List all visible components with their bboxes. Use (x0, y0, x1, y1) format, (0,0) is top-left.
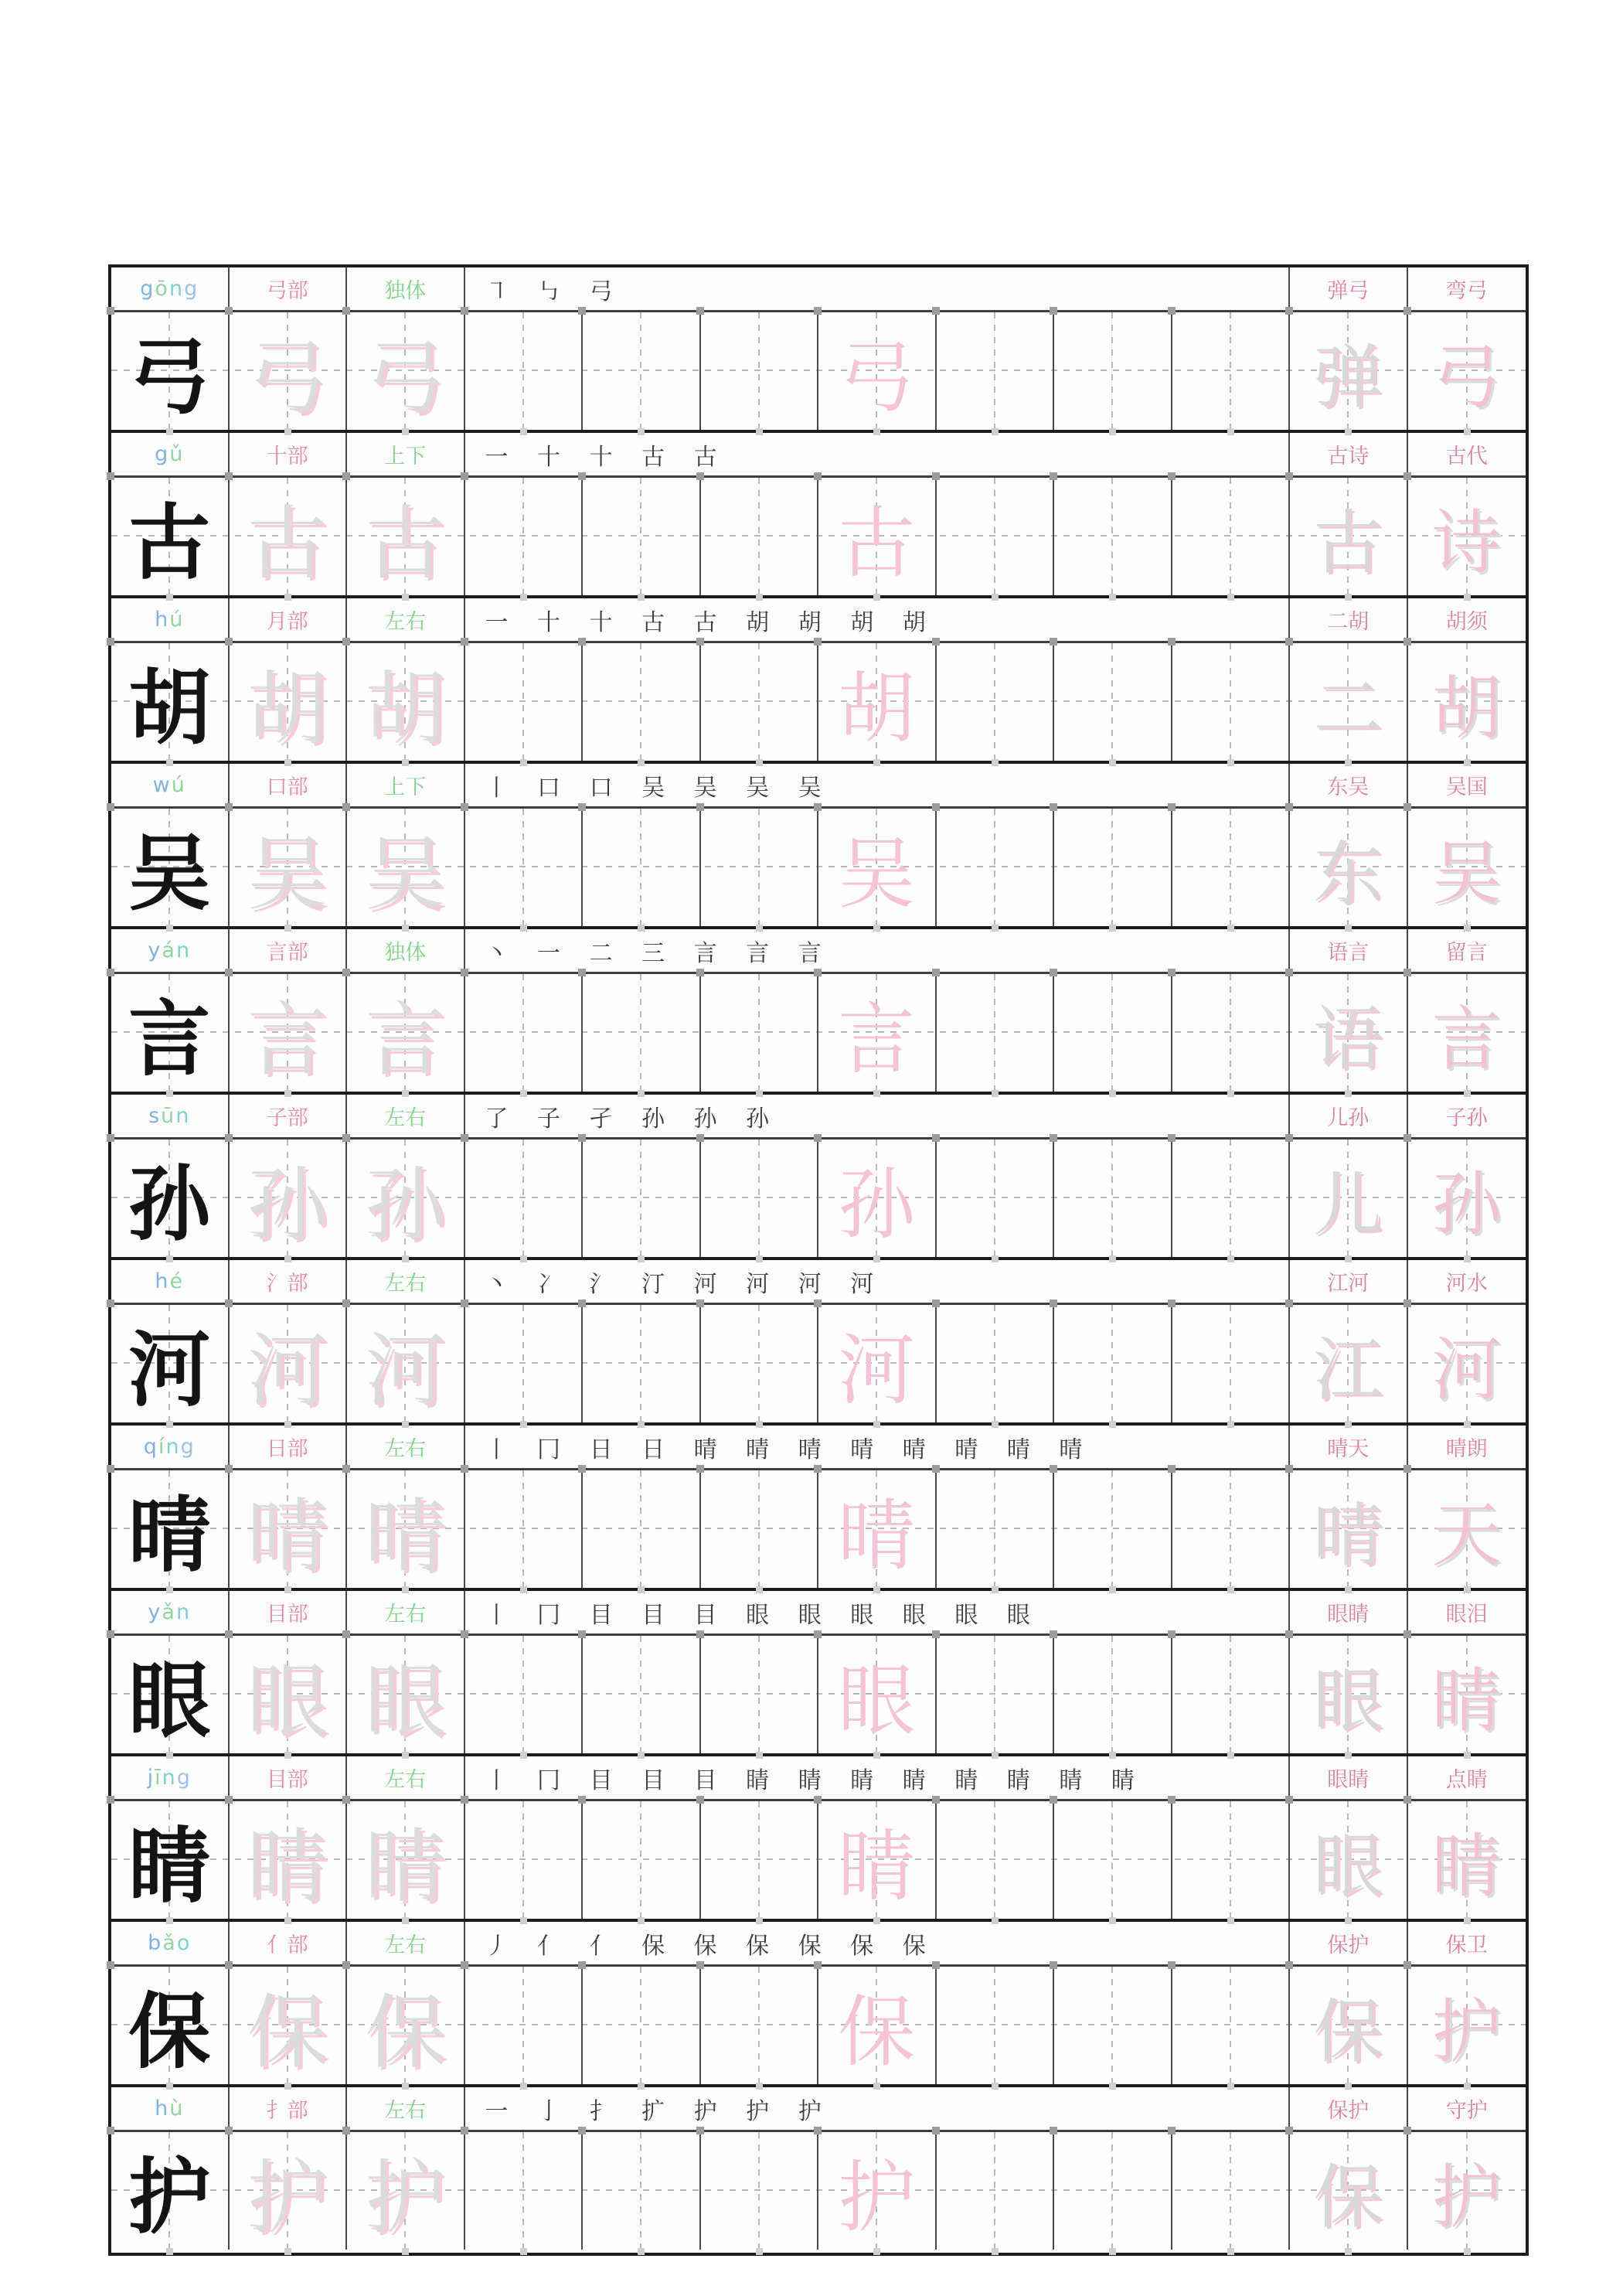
pinyin-label (111, 929, 230, 972)
practice-row (111, 974, 1526, 1089)
section-header (111, 764, 1526, 809)
trace-character-cell: 河 (347, 1305, 465, 1422)
pink-trace-cell: 保 (818, 1967, 937, 2084)
empty-practice-cell (1172, 809, 1291, 926)
pinyin-letter: n (168, 277, 185, 301)
section-header (111, 1756, 1526, 1801)
pinyin-label (111, 1095, 230, 1137)
pinyin-label (111, 764, 230, 806)
pinyin-letter: g (176, 1766, 192, 1790)
trace-character-cell: 晴 (230, 1470, 348, 1588)
section-header (111, 1260, 1526, 1305)
model-character: 护 (111, 2132, 230, 2250)
empty-practice-cell (583, 312, 701, 430)
example-word-1: 语言 (1290, 929, 1408, 972)
pinyin-label (111, 433, 230, 475)
trace-character-cell: 弓 (347, 312, 465, 430)
word-trace-cell-1: 保 (1290, 1967, 1408, 2084)
trace-character-cell: 胡 (230, 643, 348, 761)
word-trace-cell-1: 语 (1290, 974, 1408, 1092)
trace-character-cell: 眼 (347, 1636, 465, 1753)
empty-practice-cell (937, 974, 1055, 1092)
pinyin-letter: n (165, 1435, 181, 1459)
example-word-1: 弹弓 (1290, 267, 1408, 310)
section-header (111, 929, 1526, 974)
stroke-order-sequence: 一 十 十 古 古 (465, 433, 1291, 475)
practice-row (111, 478, 1526, 593)
practice-row (111, 2132, 1526, 2247)
example-word-2: 胡须 (1445, 610, 1488, 634)
trace-character-cell: 护 (230, 2132, 348, 2250)
empty-practice-cell (465, 2132, 584, 2250)
pink-trace-cell: 古 (818, 478, 937, 595)
word-trace-cell-2: 诗 (1408, 478, 1526, 595)
trace-character-cell: 吴 (230, 809, 348, 926)
stroke-order-sequence: 丶 一 二 三 言 言 言 (465, 929, 1291, 972)
trace-character-cell: 睛 (230, 1801, 348, 1919)
empty-practice-cell (465, 478, 584, 595)
trace-character-cell: 孙 (347, 1139, 465, 1257)
section-header (111, 1426, 1526, 1470)
structure-label: 左右 (347, 1426, 465, 1468)
model-character: 河 (111, 1305, 230, 1422)
word-trace-cell-2: 睛 (1408, 1636, 1526, 1753)
word-trace-cell-2: 胡 (1408, 643, 1526, 761)
pinyin-letter: y (148, 938, 162, 962)
word-trace-cell-2: 护 (1408, 1967, 1526, 2084)
empty-practice-cell (1054, 809, 1172, 926)
model-character: 吴 (111, 809, 230, 926)
empty-practice-cell (937, 478, 1055, 595)
pinyin-label (111, 2087, 230, 2130)
example-word-2: 古代 (1445, 445, 1488, 468)
pinyin-letter: h (155, 2097, 170, 2121)
empty-practice-cell (583, 478, 701, 595)
radical-label: 目部 (230, 1591, 348, 1633)
empty-practice-cell (1172, 1139, 1291, 1257)
trace-character-cell: 古 (347, 478, 465, 595)
empty-practice-cell (701, 974, 819, 1092)
structure-label: 左右 (347, 1756, 465, 1799)
model-character: 眼 (111, 1636, 230, 1753)
word-trace-cell-1: 弹 (1290, 312, 1408, 430)
empty-practice-cell (465, 643, 584, 761)
practice-row (111, 809, 1526, 924)
stroke-order-sequence: 丶 冫 氵 汀 河 河 河 河 (465, 1260, 1291, 1303)
radical-label: 言部 (230, 929, 348, 972)
character-section (111, 2087, 1526, 2253)
empty-practice-cell (701, 1636, 819, 1753)
pinyin-label (111, 1260, 230, 1303)
empty-practice-cell (583, 1305, 701, 1422)
empty-practice-cell (1172, 312, 1291, 430)
pink-trace-cell: 护 (818, 2132, 937, 2250)
pinyin-letter: h (155, 1269, 170, 1293)
model-character: 晴 (111, 1470, 230, 1588)
stroke-order-sequence: 一 十 十 古 古 胡 胡 胡 胡 (465, 598, 1291, 641)
section-header (111, 1922, 1526, 1967)
stroke-order-sequence: ㇕ ㇉ 弓 (465, 267, 1291, 310)
trace-character-cell: 护 (347, 2132, 465, 2250)
empty-practice-cell (583, 1470, 701, 1588)
empty-practice-cell (1172, 1470, 1291, 1588)
pinyin-letter: á (162, 938, 176, 962)
trace-character-cell: 孙 (230, 1139, 348, 1257)
example-word-2: 吴国 (1445, 775, 1488, 799)
pinyin-letter: ǎ (162, 1931, 177, 1955)
pinyin-letter: ù (169, 2097, 185, 2121)
word-trace-cell-1: 眼 (1290, 1801, 1408, 1919)
example-word-1: 晴天 (1290, 1426, 1408, 1468)
practice-row (111, 1801, 1526, 1916)
structure-label: 左右 (347, 1591, 465, 1633)
empty-practice-cell (583, 974, 701, 1092)
example-word-2: 眼泪 (1445, 1603, 1488, 1627)
pink-trace-cell: 胡 (818, 643, 937, 761)
radical-label: 口部 (230, 764, 348, 806)
stroke-order-sequence: 丨 口 口 吴 吴 吴 吴 (465, 764, 1291, 806)
empty-practice-cell (583, 1801, 701, 1919)
model-character: 保 (111, 1967, 230, 2084)
word-trace-cell-2: 弓 (1408, 312, 1526, 430)
pinyin-label (111, 267, 230, 310)
word-trace-cell-2: 护 (1408, 2132, 1526, 2250)
structure-label: 上下 (347, 433, 465, 475)
pink-trace-cell: 弓 (818, 312, 937, 430)
stroke-order-sequence: 丨 冂 目 目 目 眼 眼 眼 眼 眼 眼 (465, 1591, 1291, 1633)
empty-practice-cell (1054, 2132, 1172, 2250)
trace-character-cell: 言 (347, 974, 465, 1092)
trace-character-cell: 胡 (347, 643, 465, 761)
pinyin-letter: ú (171, 773, 186, 797)
empty-practice-cell (465, 974, 584, 1092)
example-word-2: 守护 (1445, 2099, 1488, 2123)
pinyin-letter: g (155, 442, 170, 466)
pinyin-label (111, 1922, 230, 1964)
empty-practice-cell (465, 809, 584, 926)
empty-practice-cell (1172, 1801, 1291, 1919)
example-word-1: 保护 (1290, 1922, 1408, 1964)
pinyin-letter: í (158, 1435, 166, 1459)
empty-practice-cell (701, 809, 819, 926)
word-trace-cell-1: 保 (1290, 2132, 1408, 2250)
empty-practice-cell (1172, 478, 1291, 595)
word-trace-cell-1: 晴 (1290, 1470, 1408, 1588)
empty-practice-cell (465, 312, 584, 430)
empty-practice-cell (1054, 643, 1172, 761)
empty-practice-cell (701, 478, 819, 595)
model-character: 睛 (111, 1801, 230, 1919)
example-word-2: 弯弓 (1445, 279, 1488, 303)
word-trace-cell-2: 孙 (1408, 1139, 1526, 1257)
structure-label: 左右 (347, 1922, 465, 1964)
word-trace-cell-1: 眼 (1290, 1636, 1408, 1753)
empty-practice-cell (1172, 643, 1291, 761)
empty-practice-cell (465, 1305, 584, 1422)
example-word-1: 眼睛 (1290, 1756, 1408, 1799)
empty-practice-cell (701, 2132, 819, 2250)
pinyin-letter: n (175, 1104, 191, 1128)
radical-label: 子部 (230, 1095, 348, 1137)
pinyin-letter: ǎ (162, 1600, 176, 1624)
section-header (111, 1095, 1526, 1139)
empty-practice-cell (1054, 1967, 1172, 2084)
word-trace-cell-2: 言 (1408, 974, 1526, 1092)
structure-label: 左右 (347, 598, 465, 641)
word-trace-cell-1: 江 (1290, 1305, 1408, 1422)
practice-row (111, 1967, 1526, 2082)
pinyin-letter: s (148, 1104, 162, 1128)
empty-practice-cell (937, 1470, 1055, 1588)
pinyin-letter: ū (161, 1104, 176, 1128)
radical-label: 日部 (230, 1426, 348, 1468)
word-trace-cell-1: 东 (1290, 809, 1408, 926)
section-header (111, 598, 1526, 643)
trace-character-cell: 保 (347, 1967, 465, 2084)
radical-label: 十部 (230, 433, 348, 475)
trace-character-cell: 保 (230, 1967, 348, 2084)
pinyin-letter: b (148, 1931, 163, 1955)
example-word-2: 晴朗 (1445, 1437, 1488, 1461)
radical-label: 月部 (230, 598, 348, 641)
model-character: 弓 (111, 312, 230, 430)
stroke-order-sequence: 丨 冂 日 日 晴 晴 晴 晴 晴 晴 晴 晴 (465, 1426, 1291, 1468)
example-word-2: 河水 (1445, 1272, 1488, 1296)
structure-label: 上下 (347, 764, 465, 806)
pinyin-letter: g (140, 277, 155, 301)
empty-practice-cell (1054, 1636, 1172, 1753)
structure-label: 左右 (347, 1260, 465, 1303)
example-word-1: 东吴 (1290, 764, 1408, 806)
pinyin-letter: n (175, 938, 192, 962)
word-trace-cell-1: 儿 (1290, 1139, 1408, 1257)
section-header (111, 433, 1526, 478)
trace-character-cell: 晴 (347, 1470, 465, 1588)
word-trace-cell-2: 天 (1408, 1470, 1526, 1588)
example-word-2: 保卫 (1445, 1933, 1488, 1957)
pinyin-letter: y (148, 1600, 162, 1624)
trace-character-cell: 言 (230, 974, 348, 1092)
pinyin-label (111, 1756, 230, 1799)
pink-trace-cell: 河 (818, 1305, 937, 1422)
pinyin-label (111, 598, 230, 641)
trace-character-cell: 吴 (347, 809, 465, 926)
trace-character-cell: 睛 (347, 1801, 465, 1919)
trace-character-cell: 古 (230, 478, 348, 595)
example-word-1: 古诗 (1290, 433, 1408, 475)
pinyin-label (111, 1591, 230, 1633)
empty-practice-cell (701, 312, 819, 430)
pinyin-letter: é (169, 1269, 185, 1293)
structure-label: 左右 (347, 1095, 465, 1137)
trace-character-cell: 河 (230, 1305, 348, 1422)
empty-practice-cell (465, 1636, 584, 1753)
empty-practice-cell (937, 809, 1055, 926)
empty-practice-cell (937, 1801, 1055, 1919)
pinyin-letter: g (180, 1435, 196, 1459)
pink-trace-cell: 睛 (818, 1801, 937, 1919)
radical-label: 扌部 (230, 2087, 348, 2130)
radical-label: 弓部 (230, 267, 348, 310)
empty-practice-cell (1054, 1801, 1172, 1919)
pinyin-letter: ō (155, 277, 169, 301)
word-trace-cell-2: 睛 (1408, 1801, 1526, 1919)
empty-practice-cell (1172, 974, 1291, 1092)
pinyin-letter: n (175, 1600, 192, 1624)
empty-practice-cell (465, 1967, 584, 2084)
model-character: 古 (111, 478, 230, 595)
empty-practice-cell (583, 2132, 701, 2250)
practice-row (111, 1139, 1526, 1255)
empty-practice-cell (583, 809, 701, 926)
empty-practice-cell (1172, 1305, 1291, 1422)
character-section (111, 929, 1526, 1095)
empty-practice-cell (701, 643, 819, 761)
character-section (111, 1591, 1526, 1756)
character-section (111, 598, 1526, 764)
structure-label: 左右 (347, 2087, 465, 2130)
radical-label: 氵部 (230, 1260, 348, 1303)
empty-practice-cell (1172, 1967, 1291, 2084)
practice-row (111, 1470, 1526, 1586)
radical-label: 目部 (230, 1756, 348, 1799)
empty-practice-cell (937, 643, 1055, 761)
empty-practice-cell (1054, 478, 1172, 595)
empty-practice-cell (937, 1139, 1055, 1257)
practice-row (111, 312, 1526, 428)
radical-label: 亻部 (230, 1922, 348, 1964)
example-word-2: 点睛 (1445, 1768, 1488, 1792)
example-word-1: 二胡 (1290, 598, 1408, 641)
example-word-2: 留言 (1445, 941, 1488, 965)
empty-practice-cell (937, 312, 1055, 430)
pinyin-letter: w (152, 773, 172, 797)
character-section (111, 764, 1526, 929)
character-section (111, 1922, 1526, 2087)
pinyin-letter: g (184, 277, 199, 301)
empty-practice-cell (1054, 974, 1172, 1092)
trace-character-cell: 眼 (230, 1636, 348, 1753)
empty-practice-cell (465, 1139, 584, 1257)
empty-practice-cell (1054, 312, 1172, 430)
stroke-order-sequence: 丿 亻 亻 保 保 保 保 保 保 (465, 1922, 1291, 1964)
empty-practice-cell (701, 1801, 819, 1919)
empty-practice-cell (465, 1801, 584, 1919)
empty-practice-cell (701, 1305, 819, 1422)
pinyin-letter: ǔ (169, 442, 185, 466)
pink-trace-cell: 吴 (818, 809, 937, 926)
empty-practice-cell (1054, 1305, 1172, 1422)
practice-row (111, 1305, 1526, 1420)
pinyin-letter: q (143, 1435, 158, 1459)
word-trace-cell-2: 河 (1408, 1305, 1526, 1422)
empty-practice-cell (1054, 1139, 1172, 1257)
example-word-1: 儿孙 (1290, 1095, 1408, 1137)
model-character: 孙 (111, 1139, 230, 1257)
example-word-1: 眼睛 (1290, 1591, 1408, 1633)
empty-practice-cell (583, 1139, 701, 1257)
empty-practice-cell (583, 1636, 701, 1753)
pink-trace-cell: 晴 (818, 1470, 937, 1588)
example-word-1: 保护 (1290, 2087, 1408, 2130)
empty-practice-cell (701, 1967, 819, 2084)
pink-trace-cell: 言 (818, 974, 937, 1092)
pinyin-letter: j (147, 1766, 155, 1790)
empty-practice-cell (937, 1636, 1055, 1753)
pink-trace-cell: 眼 (818, 1636, 937, 1753)
example-word-2: 子孙 (1445, 1106, 1488, 1130)
model-character: 言 (111, 974, 230, 1092)
pinyin-letter: ú (169, 608, 185, 632)
word-trace-cell-1: 二 (1290, 643, 1408, 761)
empty-practice-cell (937, 2132, 1055, 2250)
empty-practice-cell (937, 1305, 1055, 1422)
pinyin-letter: ī (155, 1766, 162, 1790)
section-header (111, 1591, 1526, 1636)
pinyin-letter: o (176, 1931, 192, 1955)
section-header (111, 267, 1526, 312)
empty-practice-cell (1172, 2132, 1291, 2250)
word-trace-cell-1: 古 (1290, 478, 1408, 595)
character-section (111, 1095, 1526, 1260)
stroke-order-sequence: 一 亅 扌 扩 护 护 护 (465, 2087, 1291, 2130)
practice-grid (108, 264, 1529, 2256)
empty-practice-cell (1054, 1470, 1172, 1588)
empty-practice-cell (1172, 1636, 1291, 1753)
empty-practice-cell (583, 643, 701, 761)
pink-trace-cell: 孙 (818, 1139, 937, 1257)
practice-row (111, 1636, 1526, 1751)
stroke-order-sequence: 了 子 孑 孙 孙 孙 (465, 1095, 1291, 1137)
section-header (111, 2087, 1526, 2132)
empty-practice-cell (937, 1967, 1055, 2084)
structure-label: 独体 (347, 929, 465, 972)
pinyin-letter: h (155, 608, 170, 632)
trace-character-cell: 弓 (230, 312, 348, 430)
model-character: 胡 (111, 643, 230, 761)
empty-practice-cell (465, 1470, 584, 1588)
practice-row (111, 643, 1526, 758)
empty-practice-cell (583, 1967, 701, 2084)
empty-practice-cell (701, 1470, 819, 1588)
character-section (111, 1756, 1526, 1922)
example-word-1: 江河 (1290, 1260, 1408, 1303)
word-trace-cell-2: 吴 (1408, 809, 1526, 926)
stroke-order-sequence: 丨 冂 目 目 目 睛 睛 睛 睛 睛 睛 睛 睛 (465, 1756, 1291, 1799)
pinyin-label (111, 1426, 230, 1468)
character-section (111, 433, 1526, 598)
pinyin-letter: n (162, 1766, 177, 1790)
character-section (111, 267, 1526, 433)
empty-practice-cell (701, 1139, 819, 1257)
structure-label: 独体 (347, 267, 465, 310)
character-section (111, 1426, 1526, 1591)
character-section (111, 1260, 1526, 1426)
